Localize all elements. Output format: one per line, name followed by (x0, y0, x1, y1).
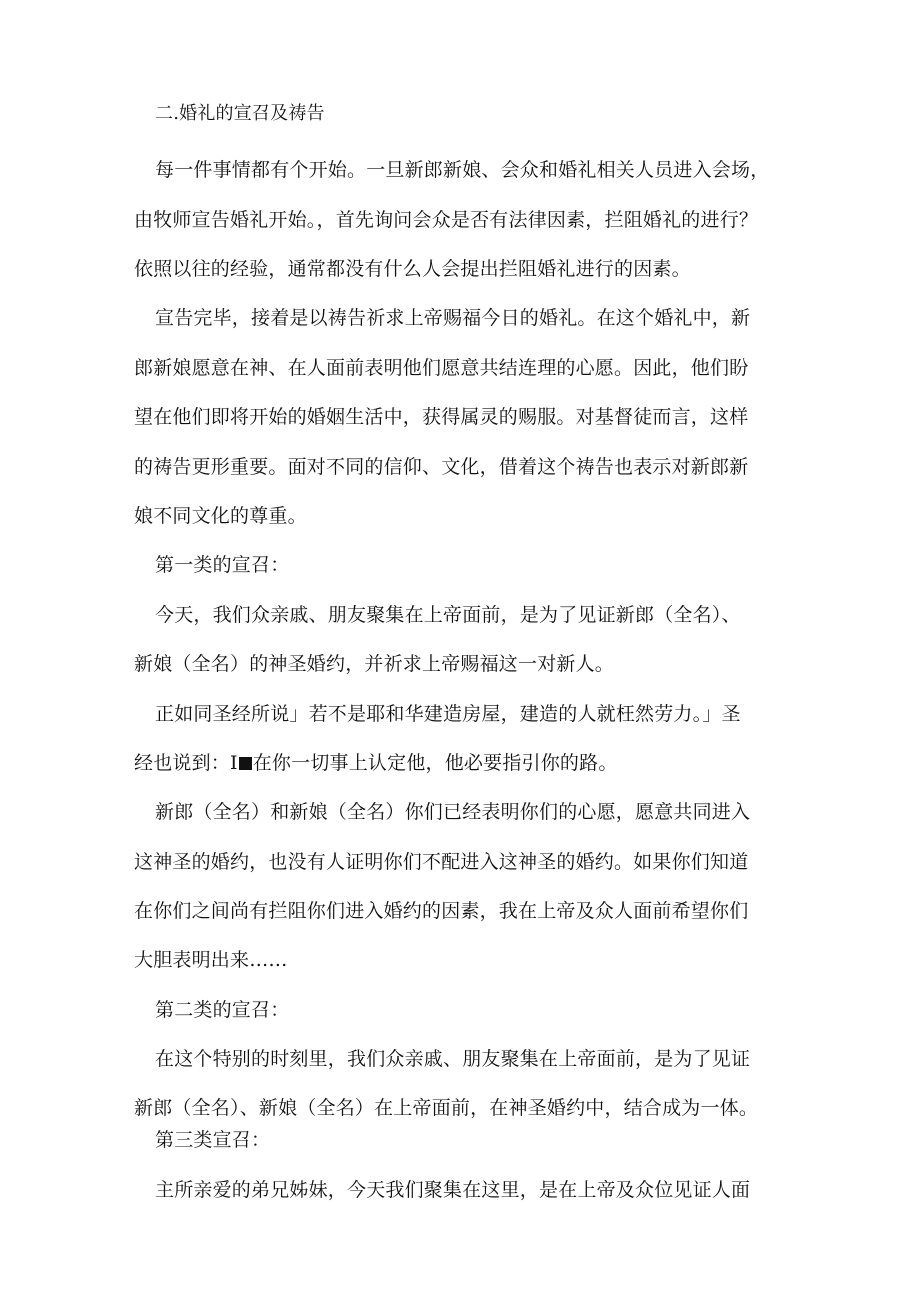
paragraph-line: 的祷告更形重要。面对不同的信仰、文化，借着这个祷告也表示对新郎新 (134, 456, 749, 478)
paragraph-line: 在你们之间尚有拦阻你们进入婚约的因素，我在上帝及众人面前希望你们 (134, 900, 749, 922)
subsection-label: 第一类的宣召： (155, 554, 290, 576)
paragraph-line (134, 751, 794, 775)
black-square-icon (239, 757, 252, 770)
paragraph-line: 依照以往的经验，通常都没有什么人会提出拦阻婚礼进行的因素。 (134, 258, 691, 280)
paragraph-line: 每一件事情都有个开始。一旦新郎新娘、会众和婚礼相关人员进入会场， (155, 159, 770, 181)
paragraph-line: 郎新娘愿意在神、在人面前表明他们愿意共结连理的心愿。因此，他们盼 (134, 357, 749, 379)
paragraph-line: 由牧师宣告婚礼开始。，首先询问会众是否有法律因素，拦阻婚礼的进行？ (134, 209, 759, 231)
paragraph-line: 新郎（全名）、新娘（全名）在上帝面前，在神圣婚约中，结合成为一体。 (134, 1097, 759, 1119)
paragraph-line: 今天，我们众亲戚、朋友聚集在上帝面前，是为了见证新郎（全名）、 (155, 604, 741, 626)
line-suffix: 在你一切事上认定他，他必要指引你的路。 (252, 752, 618, 774)
paragraph-line: 正如同圣经所说」若不是耶和华建造房屋，建造的人就枉然劳力。」圣 (155, 703, 741, 725)
paragraph-line: 主所亲爱的弟兄姊妹，今天我们聚集在这里，是在上帝及众位见证人面 (155, 1179, 751, 1201)
paragraph-line: 宣告完毕，接着是以祷告祈求上帝赐福今日的婚礼。在这个婚礼中，新 (155, 307, 751, 329)
paragraph-line: 娘不同文化的尊重。 (134, 505, 307, 527)
paragraph-line: 这神圣的婚约，也没有人证明你们不配进入这神圣的婚约。如果你们知道 (134, 851, 749, 873)
paragraph-line: 在这个特别的时刻里，我们众亲戚、朋友聚集在上帝面前，是为了见证 (155, 1048, 751, 1070)
paragraph-line: 望在他们即将开始的婚姻生活中，获得属灵的赐服。对基督徒而言，这样 (134, 406, 749, 428)
paragraph-line: 新娘（全名）的神圣婚约，并祈求上帝赐福这一对新人。 (134, 653, 615, 675)
paragraph-line: 新郎（全名）和新娘（全名）你们已经表明你们的心愿，愿意共同进入 (155, 801, 751, 823)
subsection-label: 第三类宣召： (155, 1129, 271, 1151)
subsection-label: 第二类的宣召： (155, 999, 290, 1021)
section-heading: 二.婚礼的宣召及祷告 (155, 103, 325, 124)
paragraph-line: 大胆表明出来…… (134, 949, 288, 971)
line-prefix: 经也说到：I (134, 752, 238, 774)
